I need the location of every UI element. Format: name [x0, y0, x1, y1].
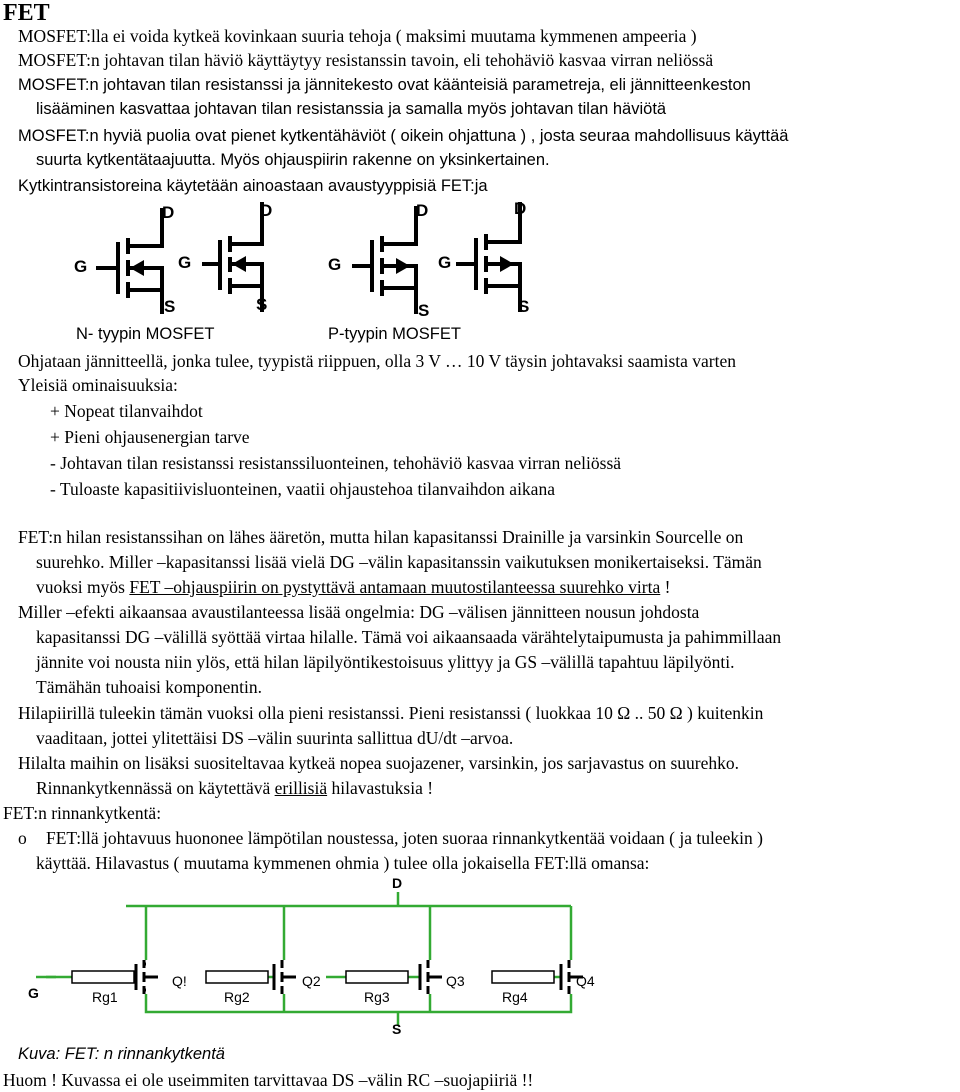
property-item: - Tuloaste kapasitiivisluonteinen, vaatii ohjaustehoa tilanvaihdon aikana: [50, 479, 555, 499]
gate-resistor-line-2: vaaditaan, jottei ylitettäisi DS –välin suurinta sallittua dU/dt –arvoa.: [36, 728, 514, 748]
property-item: + Nopeat tilanvaihdot: [50, 401, 203, 421]
parallel-line-1: FET:llä johtavuus huononee lämpötilan noustessa, joten suoraa rinnankytkentää voidaan ( ja tuleekin ): [46, 828, 763, 848]
transistor-label-q4: Q4: [576, 973, 595, 989]
label-s: S: [418, 301, 430, 320]
p-arrow-2: [500, 256, 514, 272]
miller-line-2: kapasitanssi DG –välillä syöttää virtaa hilalle. Tämä voi aikaansaada värähtelytaipumusta ja pahimmillaan: [36, 627, 782, 647]
miller-line-3: jännite voi nousta niin ylös, että hilan läpilyöntikestoisuus ylittyy ja GS –välillä tapahtuu läpilyönti.: [36, 652, 735, 672]
label-g: G: [328, 255, 342, 274]
fet-q1-body: [136, 960, 158, 994]
label-d: D: [514, 199, 527, 218]
drain-label: D: [392, 875, 403, 891]
miller-line-4: Tämähän tuhoaisi komponentin.: [36, 677, 262, 697]
drain-bus: [126, 892, 571, 960]
parallel-heading: FET:n rinnankytkentä:: [3, 803, 162, 823]
label-g: G: [74, 257, 88, 276]
resistor-rg4: [492, 971, 554, 983]
label-d: D: [260, 201, 273, 220]
n-arrow-2: [232, 256, 246, 272]
gate-resistor-line-1: Hilapiirillä tuleekin tämän vuoksi olla pieni resistanssi. Pieni resistanssi ( luokkaa 10 Ω .. 50 Ω ) kuitenkin: [18, 703, 764, 723]
label-d: D: [416, 201, 429, 220]
p-mosfet-caption: P-tyypin MOSFET: [328, 325, 461, 343]
fet-q3-body: [420, 960, 442, 994]
note-line-3: MOSFET:n johtavan tilan resistanssi ja jännitekesto ovat käänteisiä parametreja, eli jännitteenkeston: [18, 76, 751, 94]
label-d: D: [162, 203, 175, 222]
note-line: Huom ! Kuvassa ei ole useimmiten tarvittavaa DS –välin RC –suojapiiriä !!: [3, 1070, 534, 1090]
page-title: FET: [3, 0, 50, 26]
gate-para-line-1: FET:n hilan resistanssihan on lähes ääretön, mutta hilan kapasitanssi Drainille ja varsinkin Sourcelle on: [18, 527, 744, 547]
resistor-label-rg1: Rg1: [92, 989, 118, 1005]
properties-heading: Yleisiä ominaisuuksia:: [18, 375, 178, 395]
drive-voltage-line: Ohjataan jännitteellä, jonka tulee, tyypistä riippuen, olla 3 V … 10 V täysin johtavaksi saamista varten: [18, 351, 736, 371]
property-item: - Johtavan tilan resistanssi resistanssiluonteinen, tehohäviö kasvaa virran neliössä: [50, 453, 622, 473]
label-g: G: [438, 253, 452, 272]
resistor-rg1: [72, 971, 134, 983]
parallel-line-2: käyttää. Hilavastus ( muutama kymmenen ohmia ) tulee olla jokaisella FET:llä omansa:: [36, 853, 650, 873]
p-arrow-1: [396, 258, 410, 274]
bullet-marker: o: [18, 828, 27, 848]
underlined-statement: FET –ohjauspiirin on pystyttävä antamaan muutostilanteessa suurehko virta: [129, 577, 661, 597]
n-mosfet-symbol-2: [202, 202, 262, 312]
gate-para-line-3: vuoksi myös FET –ohjauspiirin on pystyttävä antamaan muutostilanteessa suurehko virta !: [36, 577, 671, 597]
resistor-label-rg2: Rg2: [224, 989, 250, 1005]
protection-line-1: Hilalta maihin on lisäksi suositeltavaa kytkeä nopea suojazener, varsinkin, jos sarjavastus on suurehko.: [18, 753, 740, 773]
label-g: G: [178, 253, 192, 272]
p-mosfet-symbol-1: [352, 206, 416, 314]
enhancement-line: Kytkintransistoreina käytetään ainoastaan avaustyyppisiä FET:ja: [18, 177, 488, 195]
label-s: S: [256, 295, 268, 314]
p-mosfet-symbol-2: [456, 202, 520, 312]
property-item: + Pieni ohjausenergian tarve: [50, 427, 250, 447]
fet-q2-body: [274, 960, 296, 994]
note-line-1: MOSFET:lla ei voida kytkeä kovinkaan suuria tehoja ( maksimi muutama kymmenen ampeeria ): [18, 26, 697, 46]
protection-line-2: Rinnankytkennässä on käytettävä erillisiä hilavastuksia !: [36, 778, 434, 798]
parallel-circuit-figure: [26, 876, 626, 1036]
figure-caption: Kuva: FET: n rinnankytkentä: [18, 1045, 225, 1063]
note-line-5: MOSFET:n hyviä puolia ovat pienet kytkentähäviöt ( oikein ohjattuna ) , josta seuraa mahdollisuus käyttää: [18, 127, 789, 145]
resistor-rg3: [346, 971, 408, 983]
transistor-label-q3: Q3: [446, 973, 465, 989]
transistor-label-q1: Q!: [172, 973, 187, 989]
n-mosfet-symbol-1: [96, 208, 162, 314]
resistor-label-rg4: Rg4: [502, 989, 528, 1005]
gate-para-line-2: suurehko. Miller –kapasitanssi lisää vielä DG –välin kapasitanssin vaikutuksen monikertaiseksi. Tämän: [36, 552, 762, 572]
miller-line-1: Miller –efekti aikaansaa avaustilanteessa lisää ongelmia: DG –välisen jännitteen nousun johdosta: [18, 602, 700, 622]
source-label: S: [392, 1021, 402, 1037]
gate-label: G: [28, 985, 39, 1001]
resistor-rg2: [206, 971, 268, 983]
mosfet-symbols-figure: [66, 199, 536, 322]
label-s: S: [164, 297, 176, 316]
resistor-label-rg3: Rg3: [364, 989, 390, 1005]
transistor-label-q2: Q2: [302, 973, 321, 989]
underlined-word: erillisiä: [274, 778, 328, 798]
n-mosfet-caption: N- tyypin MOSFET: [76, 325, 215, 343]
note-line-2: MOSFET:n johtavan tilan häviö käyttäytyy resistanssin tavoin, eli tehohäviö kasvaa virran neliössä: [18, 50, 714, 70]
n-arrow-1: [130, 260, 144, 276]
note-line-6: suurta kytkentätaajuutta. Myös ohjauspiirin rakenne on yksinkertainen.: [36, 151, 550, 169]
label-s: S: [518, 297, 530, 316]
note-line-4: lisääminen kasvattaa johtavan tilan resistanssia ja samalla myös johtavan tilan häviötä: [36, 100, 667, 118]
